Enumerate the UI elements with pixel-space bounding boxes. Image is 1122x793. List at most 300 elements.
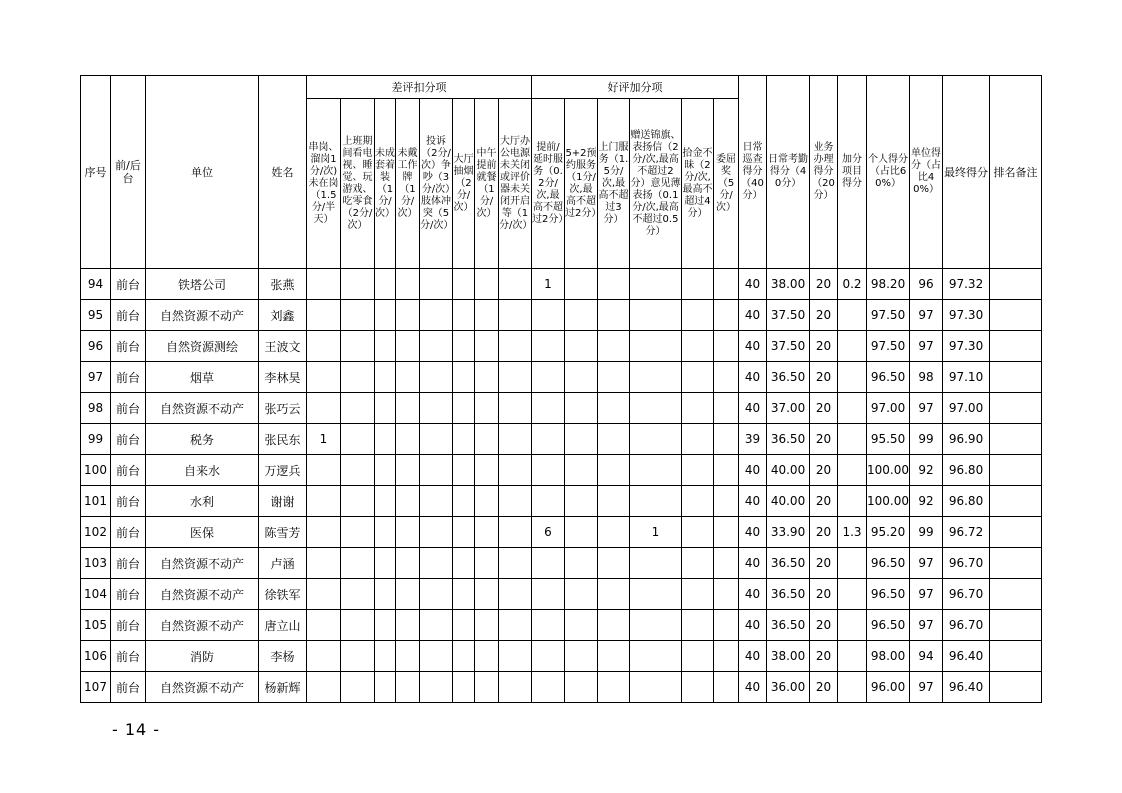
cell-bonus-items <box>838 424 867 455</box>
cell-bonus-items <box>838 393 867 424</box>
cell-front-back: 前台 <box>111 424 146 455</box>
cell-deduct <box>420 641 453 672</box>
cell-bonus <box>532 300 565 331</box>
cell-bonus <box>565 455 598 486</box>
cell-deduct <box>420 362 453 393</box>
cell-name: 卢涵 <box>259 548 307 579</box>
cell-deduct <box>420 517 453 548</box>
cell-deduct <box>341 269 375 300</box>
cell-deduct <box>453 517 475 548</box>
header-deduct-col: 上班期间看电视、睡觉、玩游戏、吃零食（2分/次） <box>341 99 375 269</box>
cell-bonus <box>532 424 565 455</box>
cell-bonus-items <box>838 672 867 703</box>
cell-deduct <box>475 362 499 393</box>
cell-unit: 税务 <box>146 424 259 455</box>
cell-bonus <box>630 672 682 703</box>
cell-deduct <box>499 672 532 703</box>
cell-deduct <box>375 641 396 672</box>
cell-rank-note <box>990 486 1042 517</box>
cell-bonus <box>682 548 714 579</box>
cell-deduct <box>453 393 475 424</box>
cell-unit: 自然资源测绘 <box>146 331 259 362</box>
cell-rank-note <box>990 641 1042 672</box>
cell-daily-attend: 37.50 <box>767 300 810 331</box>
cell-final: 96.80 <box>943 486 990 517</box>
cell-bonus <box>532 610 565 641</box>
cell-personal: 100.00 <box>867 455 910 486</box>
cell-rank-note <box>990 579 1042 610</box>
cell-bonus <box>532 393 565 424</box>
cell-front-back: 前台 <box>111 641 146 672</box>
table-row <box>81 672 1042 703</box>
cell-bonus <box>714 362 739 393</box>
header-bonus-col: 拾金不昧（2分/次,最高不超过4分） <box>682 99 714 269</box>
cell-bonus <box>682 610 714 641</box>
cell-personal: 98.00 <box>867 641 910 672</box>
header-deduct-col: 中午提前就餐（1分/次） <box>475 99 499 269</box>
cell-deduct <box>453 300 475 331</box>
cell-seq: 107 <box>81 672 111 703</box>
cell-bonus <box>682 672 714 703</box>
cell-deduct <box>341 424 375 455</box>
cell-deduct <box>453 672 475 703</box>
cell-unit-score: 97 <box>910 393 943 424</box>
cell-rank-note <box>990 455 1042 486</box>
cell-business: 20 <box>810 424 838 455</box>
cell-bonus <box>598 362 630 393</box>
cell-unit-score: 94 <box>910 641 943 672</box>
header-seq: 序号 <box>81 76 111 269</box>
cell-deduct <box>396 672 420 703</box>
cell-daily-attend: 37.00 <box>767 393 810 424</box>
cell-bonus <box>598 269 630 300</box>
cell-bonus <box>598 579 630 610</box>
cell-name: 李林昊 <box>259 362 307 393</box>
cell-rank-note <box>990 393 1042 424</box>
cell-deduct <box>307 269 341 300</box>
cell-deduct <box>499 486 532 517</box>
cell-bonus <box>598 641 630 672</box>
cell-unit: 自然资源不动产 <box>146 579 259 610</box>
cell-seq: 97 <box>81 362 111 393</box>
cell-deduct <box>375 517 396 548</box>
cell-bonus <box>532 672 565 703</box>
table-row <box>81 641 1042 672</box>
cell-bonus <box>532 548 565 579</box>
cell-bonus <box>714 672 739 703</box>
cell-deduct <box>499 517 532 548</box>
header-deduct-col: 串岗、溜岗1分/次)未在岗（1.5分/半天） <box>307 99 341 269</box>
table-body <box>81 269 1042 703</box>
cell-front-back: 前台 <box>111 300 146 331</box>
cell-personal: 96.50 <box>867 610 910 641</box>
cell-name: 陈雪芳 <box>259 517 307 548</box>
cell-business: 20 <box>810 610 838 641</box>
cell-daily-attend: 38.00 <box>767 269 810 300</box>
cell-bonus <box>714 424 739 455</box>
cell-rank-note <box>990 672 1042 703</box>
cell-bonus <box>714 393 739 424</box>
cell-daily-inspect: 40 <box>739 331 767 362</box>
cell-bonus <box>565 331 598 362</box>
cell-bonus <box>630 486 682 517</box>
cell-final: 96.70 <box>943 548 990 579</box>
cell-seq: 99 <box>81 424 111 455</box>
cell-unit-score: 99 <box>910 517 943 548</box>
cell-bonus: 6 <box>532 517 565 548</box>
header-rank-note: 排名备注 <box>990 76 1042 269</box>
table-row <box>81 610 1042 641</box>
cell-bonus <box>565 641 598 672</box>
cell-rank-note <box>990 362 1042 393</box>
cell-name: 张民东 <box>259 424 307 455</box>
cell-deduct <box>453 486 475 517</box>
cell-deduct <box>420 269 453 300</box>
cell-personal: 98.20 <box>867 269 910 300</box>
cell-seq: 101 <box>81 486 111 517</box>
cell-deduct <box>453 641 475 672</box>
cell-daily-inspect: 40 <box>739 300 767 331</box>
cell-front-back: 前台 <box>111 455 146 486</box>
cell-deduct <box>420 331 453 362</box>
header-bonus-items: 加分项目得分 <box>838 76 867 269</box>
header-business: 业务办理得分（20分） <box>810 76 838 269</box>
header-deduct-col: 未戴工作牌（1分/次） <box>396 99 420 269</box>
cell-bonus <box>714 517 739 548</box>
cell-deduct <box>375 424 396 455</box>
cell-bonus-items <box>838 579 867 610</box>
cell-deduct <box>499 548 532 579</box>
cell-bonus <box>630 300 682 331</box>
cell-unit-score: 92 <box>910 486 943 517</box>
cell-name: 徐铁军 <box>259 579 307 610</box>
header-front-back: 前/后台 <box>111 76 146 269</box>
cell-final: 96.90 <box>943 424 990 455</box>
cell-deduct <box>396 362 420 393</box>
cell-deduct <box>396 300 420 331</box>
cell-deduct <box>396 393 420 424</box>
cell-daily-inspect: 40 <box>739 269 767 300</box>
cell-deduct <box>341 548 375 579</box>
cell-business: 20 <box>810 641 838 672</box>
cell-bonus <box>714 331 739 362</box>
cell-bonus <box>714 579 739 610</box>
cell-bonus <box>682 424 714 455</box>
cell-daily-inspect: 40 <box>739 548 767 579</box>
cell-deduct <box>453 362 475 393</box>
cell-bonus-items <box>838 548 867 579</box>
cell-deduct <box>420 579 453 610</box>
cell-deduct <box>420 610 453 641</box>
cell-front-back: 前台 <box>111 517 146 548</box>
cell-bonus <box>714 486 739 517</box>
cell-unit: 自来水 <box>146 455 259 486</box>
cell-deduct <box>499 641 532 672</box>
cell-deduct <box>396 517 420 548</box>
cell-deduct <box>420 548 453 579</box>
cell-final: 96.40 <box>943 641 990 672</box>
header-final: 最终得分 <box>943 76 990 269</box>
cell-deduct <box>341 610 375 641</box>
cell-bonus <box>630 269 682 300</box>
cell-front-back: 前台 <box>111 579 146 610</box>
cell-daily-attend: 36.50 <box>767 610 810 641</box>
cell-daily-inspect: 40 <box>739 362 767 393</box>
cell-bonus <box>714 269 739 300</box>
cell-bonus-items <box>838 300 867 331</box>
cell-seq: 105 <box>81 610 111 641</box>
cell-bonus <box>598 424 630 455</box>
cell-personal: 96.00 <box>867 672 910 703</box>
cell-unit: 水利 <box>146 486 259 517</box>
cell-name: 唐立山 <box>259 610 307 641</box>
cell-bonus-items <box>838 641 867 672</box>
cell-front-back: 前台 <box>111 362 146 393</box>
cell-unit-score: 97 <box>910 579 943 610</box>
cell-deduct <box>420 393 453 424</box>
cell-bonus <box>598 300 630 331</box>
cell-deduct <box>420 455 453 486</box>
header-name: 姓名 <box>259 76 307 269</box>
cell-bonus <box>532 579 565 610</box>
cell-deduct <box>475 424 499 455</box>
cell-personal: 97.00 <box>867 393 910 424</box>
cell-daily-attend: 36.50 <box>767 424 810 455</box>
cell-name: 谢谢 <box>259 486 307 517</box>
cell-deduct <box>499 393 532 424</box>
cell-personal: 96.50 <box>867 362 910 393</box>
cell-rank-note <box>990 548 1042 579</box>
cell-deduct <box>341 641 375 672</box>
score-table <box>80 75 1042 703</box>
header-bonus-col: 5+2预约服务（1分/次,最高不超过2分） <box>565 99 598 269</box>
cell-business: 20 <box>810 331 838 362</box>
cell-bonus <box>565 393 598 424</box>
cell-bonus <box>630 579 682 610</box>
cell-bonus <box>532 486 565 517</box>
cell-seq: 102 <box>81 517 111 548</box>
cell-bonus <box>598 610 630 641</box>
cell-deduct <box>475 548 499 579</box>
header-bonus-col: 提前/延时服务（0.2分/次,最高不超过2分） <box>532 99 565 269</box>
cell-bonus-items: 1.3 <box>838 517 867 548</box>
cell-bonus <box>714 610 739 641</box>
cell-deduct <box>396 641 420 672</box>
cell-deduct <box>499 424 532 455</box>
table-row <box>81 455 1042 486</box>
cell-bonus <box>682 331 714 362</box>
cell-bonus <box>598 331 630 362</box>
cell-deduct <box>396 486 420 517</box>
table-row <box>81 517 1042 548</box>
cell-deduct <box>307 393 341 424</box>
cell-bonus <box>565 300 598 331</box>
table-row <box>81 300 1042 331</box>
cell-name: 王波文 <box>259 331 307 362</box>
cell-bonus <box>714 548 739 579</box>
cell-deduct <box>375 331 396 362</box>
cell-unit: 自然资源不动产 <box>146 548 259 579</box>
cell-bonus <box>598 455 630 486</box>
cell-final: 97.00 <box>943 393 990 424</box>
table-row <box>81 269 1042 300</box>
cell-daily-attend: 33.90 <box>767 517 810 548</box>
cell-personal: 100.00 <box>867 486 910 517</box>
cell-deduct <box>499 300 532 331</box>
cell-bonus <box>630 610 682 641</box>
table-row <box>81 548 1042 579</box>
cell-bonus-items <box>838 455 867 486</box>
cell-bonus <box>598 548 630 579</box>
cell-deduct <box>375 393 396 424</box>
cell-daily-inspect: 40 <box>739 610 767 641</box>
cell-deduct <box>475 269 499 300</box>
cell-bonus <box>714 641 739 672</box>
cell-bonus <box>682 393 714 424</box>
cell-deduct <box>396 269 420 300</box>
cell-seq: 103 <box>81 548 111 579</box>
cell-bonus <box>598 393 630 424</box>
cell-deduct <box>499 331 532 362</box>
cell-deduct <box>499 610 532 641</box>
cell-deduct <box>475 672 499 703</box>
cell-bonus <box>532 641 565 672</box>
cell-bonus-items <box>838 362 867 393</box>
cell-deduct <box>341 393 375 424</box>
cell-final: 96.70 <box>943 579 990 610</box>
cell-deduct <box>341 672 375 703</box>
cell-daily-attend: 37.50 <box>767 331 810 362</box>
cell-deduct <box>396 424 420 455</box>
cell-daily-inspect: 40 <box>739 455 767 486</box>
cell-name: 张燕 <box>259 269 307 300</box>
cell-deduct <box>396 548 420 579</box>
cell-daily-inspect: 39 <box>739 424 767 455</box>
cell-business: 20 <box>810 393 838 424</box>
header-personal: 个人得分（占比60%） <box>867 76 910 269</box>
cell-seq: 98 <box>81 393 111 424</box>
cell-deduct <box>396 331 420 362</box>
cell-bonus <box>565 610 598 641</box>
cell-deduct <box>396 610 420 641</box>
cell-deduct <box>453 424 475 455</box>
cell-deduct <box>375 672 396 703</box>
cell-unit-score: 97 <box>910 610 943 641</box>
cell-personal: 95.50 <box>867 424 910 455</box>
cell-front-back: 前台 <box>111 269 146 300</box>
cell-front-back: 前台 <box>111 393 146 424</box>
cell-deduct <box>375 610 396 641</box>
cell-bonus <box>630 641 682 672</box>
cell-deduct <box>420 672 453 703</box>
cell-personal: 96.50 <box>867 579 910 610</box>
cell-business: 20 <box>810 269 838 300</box>
page-number: - 14 - <box>112 720 161 739</box>
cell-final: 96.40 <box>943 672 990 703</box>
cell-seq: 94 <box>81 269 111 300</box>
cell-deduct: 1 <box>307 424 341 455</box>
cell-deduct <box>307 362 341 393</box>
cell-bonus-items <box>838 610 867 641</box>
cell-deduct <box>475 486 499 517</box>
cell-bonus <box>630 455 682 486</box>
cell-rank-note <box>990 517 1042 548</box>
cell-final: 97.30 <box>943 331 990 362</box>
header-deduct-col: 大厅抽烟（2分/次） <box>453 99 475 269</box>
cell-deduct <box>341 517 375 548</box>
cell-final: 96.72 <box>943 517 990 548</box>
table-row <box>81 362 1042 393</box>
cell-daily-inspect: 40 <box>739 672 767 703</box>
cell-deduct <box>341 331 375 362</box>
cell-bonus <box>682 300 714 331</box>
cell-bonus <box>598 672 630 703</box>
cell-front-back: 前台 <box>111 672 146 703</box>
cell-rank-note <box>990 331 1042 362</box>
header-bonus-col: 上门服务（1.5分/次,最高不超过3分） <box>598 99 630 269</box>
cell-bonus-items <box>838 486 867 517</box>
cell-bonus: 1 <box>630 517 682 548</box>
cell-deduct <box>475 579 499 610</box>
cell-rank-note <box>990 424 1042 455</box>
cell-front-back: 前台 <box>111 486 146 517</box>
header-daily-attend: 日常考勤得分（40分） <box>767 76 810 269</box>
cell-unit-score: 97 <box>910 548 943 579</box>
cell-deduct <box>307 641 341 672</box>
cell-name: 李杨 <box>259 641 307 672</box>
cell-bonus-items <box>838 331 867 362</box>
cell-final: 96.70 <box>943 610 990 641</box>
cell-daily-attend: 36.50 <box>767 579 810 610</box>
cell-deduct <box>475 300 499 331</box>
cell-unit: 消防 <box>146 641 259 672</box>
cell-bonus <box>532 331 565 362</box>
cell-bonus <box>682 362 714 393</box>
cell-front-back: 前台 <box>111 548 146 579</box>
cell-deduct <box>396 579 420 610</box>
cell-bonus <box>532 362 565 393</box>
cell-deduct <box>375 548 396 579</box>
cell-daily-attend: 40.00 <box>767 455 810 486</box>
cell-business: 20 <box>810 672 838 703</box>
cell-deduct <box>307 300 341 331</box>
cell-deduct <box>420 300 453 331</box>
header-deduct-group: 差评扣分项 <box>307 76 532 99</box>
cell-front-back: 前台 <box>111 331 146 362</box>
cell-deduct <box>375 455 396 486</box>
cell-rank-note <box>990 300 1042 331</box>
cell-deduct <box>420 486 453 517</box>
table-row <box>81 486 1042 517</box>
cell-daily-inspect: 40 <box>739 393 767 424</box>
cell-deduct <box>341 455 375 486</box>
cell-business: 20 <box>810 455 838 486</box>
cell-unit-score: 98 <box>910 362 943 393</box>
cell-deduct <box>475 517 499 548</box>
header-deduct-col: 大厅办公电源未关闭或评价器未关闭开启等（1分/次） <box>499 99 532 269</box>
cell-unit-score: 97 <box>910 331 943 362</box>
cell-bonus <box>565 269 598 300</box>
cell-unit-score: 96 <box>910 269 943 300</box>
table-row <box>81 579 1042 610</box>
cell-deduct <box>307 486 341 517</box>
cell-bonus <box>682 486 714 517</box>
cell-daily-attend: 38.00 <box>767 641 810 672</box>
cell-daily-inspect: 40 <box>739 579 767 610</box>
cell-business: 20 <box>810 548 838 579</box>
cell-personal: 96.50 <box>867 548 910 579</box>
header-bonus-col: 委屈奖（5分/次） <box>714 99 739 269</box>
